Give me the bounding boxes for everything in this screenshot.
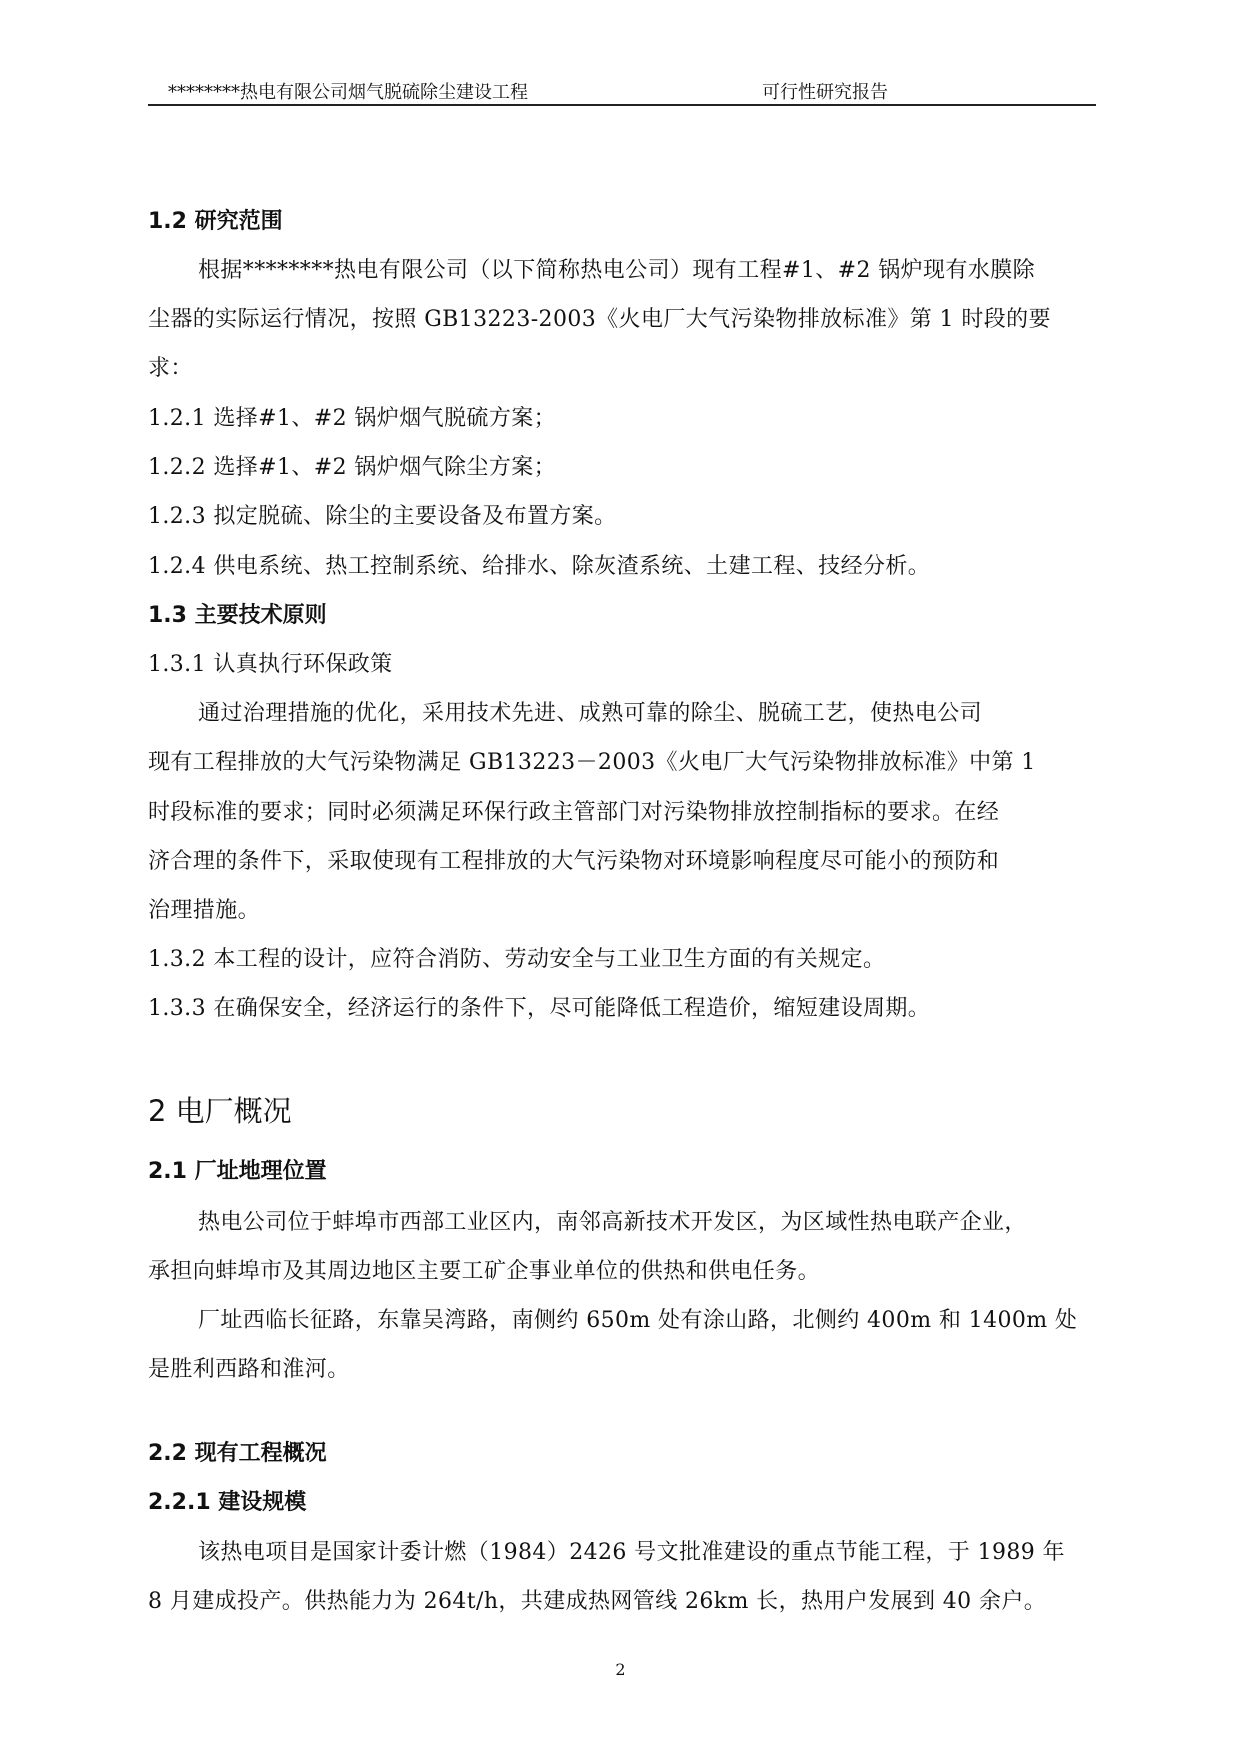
paragraph-line: 该热电项目是国家计委计燃（1984）2426 号文批准建设的重点节能工程，于 1989 年 — [198, 1540, 1065, 1565]
paragraph-line: 是胜利西路和淮河。 — [148, 1357, 350, 1382]
paragraph-line: 时段标准的要求；同时必须满足环保行政主管部门对污染物排放控制指标的要求。在经 — [148, 800, 1000, 825]
section-1-3-heading: 1.3 主要技术原则 — [148, 603, 327, 628]
page-header — [148, 70, 1096, 106]
paragraph-line: 8 月建成投产。供热能力为 264t/h，共建成热网管线 26km 长，热用户发展到 40 余户。 — [148, 1589, 1047, 1614]
section-2-2-1-heading: 2.2.1 建设规模 — [148, 1490, 307, 1515]
paragraph-line: 热电公司位于蚌埠市西部工业区内，南邻高新技术开发区，为区域性热电联产企业， — [198, 1210, 1027, 1235]
list-item: 1.2.3 拟定脱硫、除尘的主要设备及布置方案。 — [148, 504, 617, 529]
paragraph-line: 承担向蚌埠市及其周边地区主要工矿企事业单位的供热和供电任务。 — [148, 1259, 821, 1284]
subsection-1-3-1: 1.3.1 认真执行环保政策 — [148, 652, 393, 677]
paragraph-line: 现有工程排放的大气污染物满足 GB13223－2003《火电厂大气污染物排放标准》中第 1 — [148, 750, 1036, 775]
list-item: 1.2.1 选择#1、#2 锅炉烟气脱硫方案； — [148, 406, 557, 431]
subsection-1-3-2: 1.3.2 本工程的设计，应符合消防、劳动安全与工业卫生方面的有关规定。 — [148, 947, 886, 972]
list-item: 1.2.4 供电系统、热工控制系统、给排水、除灰渣系统、土建工程、技经分析。 — [148, 554, 931, 579]
paragraph-line: 济合理的条件下，采取使现有工程排放的大气污染物对环境影响程度尽可能小的预防和 — [148, 849, 1000, 874]
paragraph-line: 治理措施。 — [148, 898, 261, 923]
paragraph-line: 求： — [148, 356, 193, 381]
paragraph-line: 尘器的实际运行情况，按照 GB13223-2003《火电厂大气污染物排放标准》第 1 时段的要 — [148, 307, 1051, 332]
paragraph-line: 厂址西临长征路，东靠吴湾路，南侧约 650m 处有涂山路，北侧约 400m 和 1400m 处 — [198, 1308, 1078, 1333]
header-title: ********热电有限公司烟气脱硫除尘建设工程 — [168, 82, 528, 103]
paragraph-line: 根据********热电有限公司（以下简称热电公司）现有工程#1、#2 锅炉现有水膜除 — [198, 258, 1036, 283]
section-1-2-heading: 1.2 研究范围 — [148, 209, 283, 234]
paragraph-line: 通过治理措施的优化，采用技术先进、成熟可靠的除尘、脱硫工艺，使热电公司 — [198, 701, 983, 726]
chapter-2-heading: 2 电厂概况 — [148, 1094, 292, 1128]
section-2-2-heading: 2.2 现有工程概况 — [148, 1441, 327, 1466]
subsection-1-3-3: 1.3.3 在确保安全，经济运行的条件下，尽可能降低工程造价，缩短建设周期。 — [148, 996, 931, 1021]
list-item: 1.2.2 选择#1、#2 锅炉烟气除尘方案； — [148, 455, 557, 480]
page-number: 2 — [615, 1660, 626, 1679]
header-report-type: 可行性研究报告 — [762, 82, 888, 103]
section-2-1-heading: 2.1 厂址地理位置 — [148, 1159, 327, 1184]
